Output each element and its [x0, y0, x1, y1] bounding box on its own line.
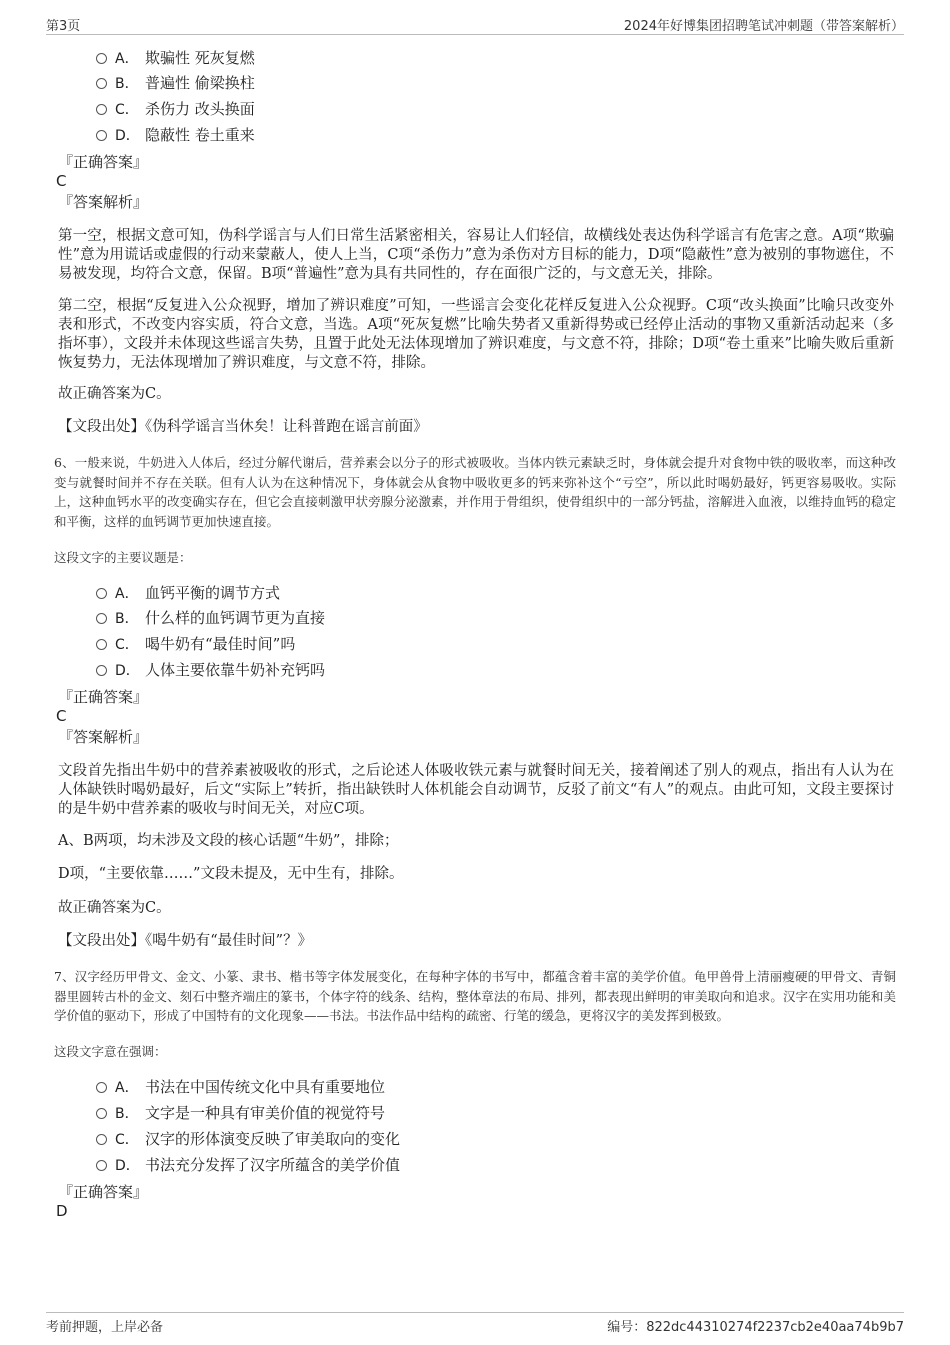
option-key: B． — [115, 611, 139, 627]
q5-option-d[interactable] — [96, 124, 255, 146]
radio-icon[interactable] — [96, 130, 107, 141]
q6-analysis-p2: A、B两项，均未涉及文段的核心话题“牛奶”，排除； — [58, 833, 399, 849]
q7-option-d[interactable] — [96, 1154, 400, 1176]
q6-conclusion: 故正确答案为C。 — [58, 900, 171, 916]
q5-analysis-label: 『答案解析』 — [58, 193, 149, 211]
radio-icon[interactable] — [96, 639, 107, 650]
radio-icon[interactable] — [96, 53, 107, 64]
option-text: 书法充分发挥了汉字所蕴含的美学价值 — [145, 1156, 401, 1174]
option-key: C． — [115, 1132, 139, 1148]
q7-option-c[interactable] — [96, 1128, 400, 1150]
q6-option-b[interactable] — [96, 607, 325, 629]
radio-icon[interactable] — [96, 613, 107, 624]
radio-icon[interactable] — [96, 588, 107, 599]
radio-icon[interactable] — [96, 665, 107, 676]
option-text: 杀伤力 改头换面 — [145, 100, 255, 118]
q7-option-a[interactable] — [96, 1076, 385, 1098]
q6-option-a[interactable] — [96, 582, 280, 604]
q5-correct-label: 『正确答案』 — [58, 153, 149, 171]
radio-icon[interactable] — [96, 1160, 107, 1171]
footer-slogan: 考前押题，上岸必备 — [46, 1320, 164, 1335]
option-key: A． — [115, 586, 139, 602]
q6-stem: 6、一般来说，牛奶进入人体后，经过分解代谢后，营养素会以分子的形式被吸收。当体内铁元素缺乏时，身体就会提升对食物中铁的吸收率，而这种改变与就餐时间并不存在关联。但有人认为在这种情况下，身体就会从食物中吸收更多的钙来弥补这个“亏空”，所以此时喝奶最好，钙更容易吸收。实际上，这种血钙水平的改变确实存在，但它会直接刺激甲状旁腺分泌激素，并作用于骨组织，使骨组织中的一部分钙盐，溶解进入血液，以维持血钙的稳定和平衡，这样的血钙调节更加快速直接。 — [54, 455, 896, 529]
q6-answer: C — [56, 707, 67, 725]
q5-conclusion: 故正确答案为C。 — [58, 386, 171, 402]
q5-option-b[interactable] — [96, 72, 255, 94]
radio-icon[interactable] — [96, 104, 107, 115]
q5-option-a[interactable] — [96, 47, 255, 69]
page-footer — [46, 1312, 904, 1335]
radio-icon[interactable] — [96, 1134, 107, 1145]
q7-answer: D — [56, 1202, 68, 1220]
q5-source: 【文段出处】《伪科学谣言当休矣！让科普跑在谣言前面》 — [58, 419, 428, 435]
option-text: 欺骗性 死灰复燃 — [145, 49, 255, 67]
option-key: B． — [115, 1106, 139, 1122]
option-key: A． — [115, 1080, 139, 1096]
q7-correct-label: 『正确答案』 — [58, 1183, 149, 1201]
q5-analysis-p2: 第二空，根据“反复进入公众视野，增加了辨识难度”可知，一些谣言会变化花样反复进入公众视野。C项“改头换面”比喻只改变外表和形式，不改变内容实质，符合文意，当选。A项“死灰复燃”比喻失势者又重新得势或已经停止活动的事物又重新活动起来（多指坏事），文段并未体现这些谣言失势，且置于此处无法体现增加了辨识难度，与文意不符，排除；D项“卷土重来”比喻失败后重新恢复势力，无法体现增加了辨识难度，与文意不符，排除。 — [58, 298, 894, 371]
q6-correct-label: 『正确答案』 — [58, 688, 149, 706]
document-title: 2024年好博集团招聘笔试冲刺题（带答案解析） — [623, 19, 904, 34]
q6-analysis-p1: 文段首先指出牛奶中的营养素被吸收的形式，之后论述人体吸收铁元素与就餐时间无关，接着阐述了别人的观点，指出有人认为在人体缺铁时喝奶最好，后文“实际上”转折，指出缺铁时人体机能会自动调节，反驳了前文“有人”的观点。由此可知，文段主要探讨的是牛奶中营养素的吸收与时间无关，对应C项。 — [58, 763, 894, 817]
q5-analysis-p1: 第一空，根据文意可知，伪科学谣言与人们日常生活紧密相关，容易让人们轻信，故横线处表达伪科学谣言有危害之意。A项“欺骗性”意为用谎话或虚假的行动来蒙蔽人，使人上当，C项“杀伤力”意为杀伤对方目标的能力，D项“隐蔽性”意为被别的事物遮住，不易被发现，均符合文意，保留。B项“普遍性”意为具有共同性的，存在面很广泛的，与文意无关，排除。 — [58, 228, 894, 282]
option-key: C． — [115, 637, 139, 653]
document-id: 编号：822dc44310274f2237cb2e40aa74b9b7 — [607, 1320, 904, 1335]
q6-analysis-label: 『答案解析』 — [58, 728, 149, 746]
option-key: B． — [115, 76, 139, 92]
option-key: D． — [115, 663, 140, 679]
option-text: 什么样的血钙调节更为直接 — [145, 609, 326, 627]
option-key: D． — [115, 1158, 140, 1174]
option-text: 普遍性 偷梁换柱 — [145, 74, 255, 92]
q7-stem: 7、汉字经历甲骨文、金文、小篆、隶书、楷书等字体发展变化，在每种字体的书写中，都蕴含着丰富的美学价值。龟甲兽骨上清丽瘦硬的甲骨文、青铜器里圆转古朴的金文、刻石中整齐端庄的篆书，个体字符的线条、结构，整体章法的布局、排列，都表现出鲜明的审美取向和追求。汉字在实用功能和美学价值的驱动下，形成了中国特有的文化现象——书法。书法作品中结构的疏密、行笔的缓急，更将汉字的美发挥到极致。 — [54, 969, 896, 1023]
option-text: 书法在中国传统文化中具有重要地位 — [145, 1078, 386, 1096]
option-text: 喝牛奶有“最佳时间”吗 — [145, 635, 296, 653]
q5-option-c[interactable] — [96, 98, 255, 120]
option-text: 隐蔽性 卷土重来 — [145, 126, 255, 144]
option-text: 人体主要依靠牛奶补充钙吗 — [145, 661, 326, 679]
q6-analysis-p3: D项，“主要依靠……”文段未提及，无中生有，排除。 — [58, 866, 404, 882]
radio-icon[interactable] — [96, 1082, 107, 1093]
q6-option-d[interactable] — [96, 659, 325, 681]
option-key: D． — [115, 128, 140, 144]
option-key: C． — [115, 102, 139, 118]
option-key: A． — [115, 51, 139, 67]
q5-answer: C — [56, 172, 67, 190]
page-header — [46, 14, 904, 35]
radio-icon[interactable] — [96, 78, 107, 89]
q6-option-c[interactable] — [96, 633, 295, 655]
q6-prompt: 这段文字的主要议题是： — [54, 550, 192, 565]
radio-icon[interactable] — [96, 1108, 107, 1119]
option-text: 文字是一种具有审美价值的视觉符号 — [145, 1104, 386, 1122]
q6-source: 【文段出处】《喝牛奶有“最佳时间”？》 — [58, 933, 313, 949]
option-text: 汉字的形体演变反映了审美取向的变化 — [145, 1130, 401, 1148]
page-number: 第3页 — [46, 19, 81, 34]
q7-option-b[interactable] — [96, 1102, 385, 1124]
q7-prompt: 这段文字意在强调： — [54, 1044, 167, 1059]
option-text: 血钙平衡的调节方式 — [145, 584, 281, 602]
